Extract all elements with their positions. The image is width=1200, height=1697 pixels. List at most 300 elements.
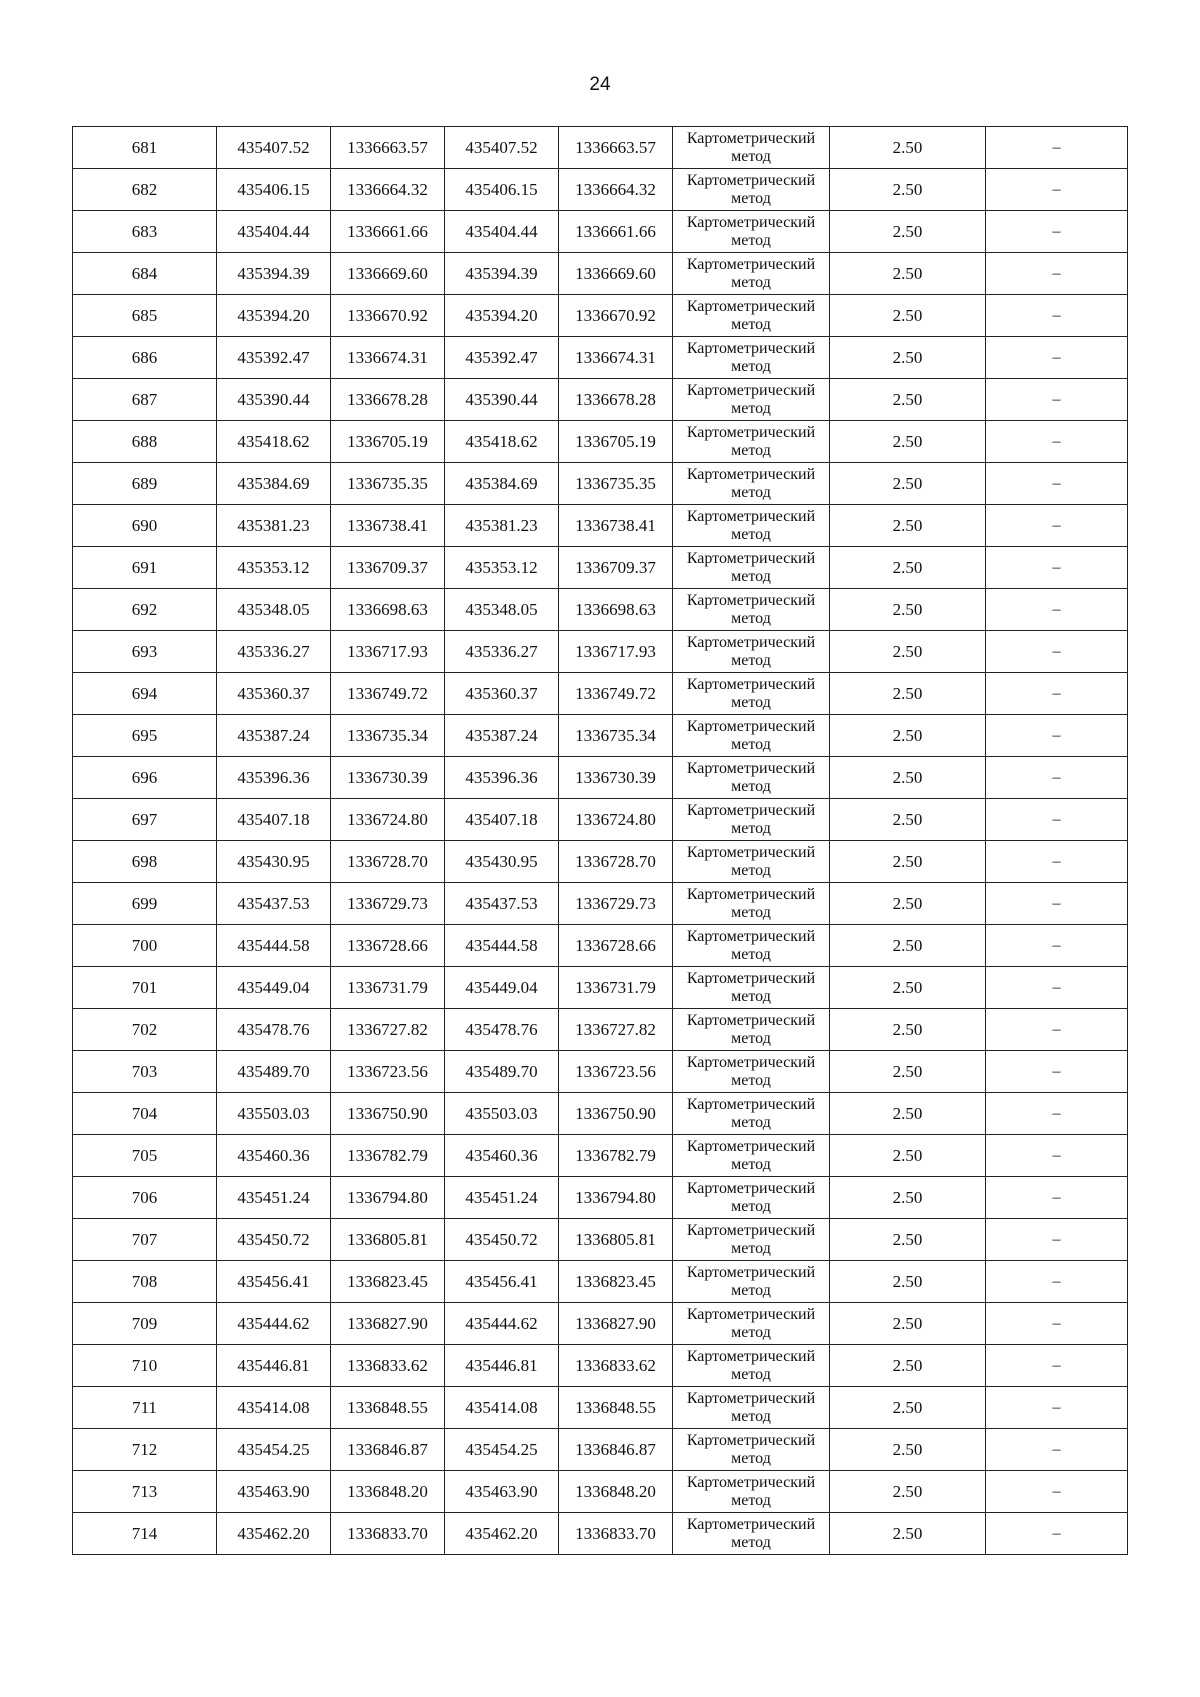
method-cell: Картометрический метод — [673, 757, 830, 799]
x-coordinate-repeat-cell: 435418.62 — [445, 421, 559, 463]
method-cell: Картометрический метод — [673, 631, 830, 673]
y-coordinate-repeat-cell: 1336805.81 — [559, 1219, 673, 1261]
note-cell: – — [986, 1303, 1128, 1345]
accuracy-cell: 2.50 — [830, 547, 986, 589]
x-coordinate-repeat-cell: 435456.41 — [445, 1261, 559, 1303]
y-coordinate-cell: 1336848.20 — [331, 1471, 445, 1513]
y-coordinate-repeat-cell: 1336727.82 — [559, 1009, 673, 1051]
point-number-cell: 692 — [73, 589, 217, 631]
y-coordinate-cell: 1336709.37 — [331, 547, 445, 589]
note-cell: – — [986, 1513, 1128, 1555]
y-coordinate-repeat-cell: 1336723.56 — [559, 1051, 673, 1093]
y-coordinate-cell: 1336735.34 — [331, 715, 445, 757]
x-coordinate-cell: 435444.62 — [217, 1303, 331, 1345]
x-coordinate-repeat-cell: 435446.81 — [445, 1345, 559, 1387]
table-row — [73, 253, 1128, 295]
note-cell: – — [986, 1345, 1128, 1387]
note-cell: – — [986, 631, 1128, 673]
x-coordinate-repeat-cell: 435390.44 — [445, 379, 559, 421]
table-row — [73, 757, 1128, 799]
method-cell: Картометрический метод — [673, 841, 830, 883]
y-coordinate-repeat-cell: 1336848.55 — [559, 1387, 673, 1429]
point-number-cell: 696 — [73, 757, 217, 799]
y-coordinate-repeat-cell: 1336833.70 — [559, 1513, 673, 1555]
table-row — [73, 1345, 1128, 1387]
x-coordinate-cell: 435414.08 — [217, 1387, 331, 1429]
y-coordinate-cell: 1336735.35 — [331, 463, 445, 505]
x-coordinate-cell: 435348.05 — [217, 589, 331, 631]
accuracy-cell: 2.50 — [830, 967, 986, 1009]
table-row — [73, 1009, 1128, 1051]
note-cell: – — [986, 169, 1128, 211]
x-coordinate-cell: 435418.62 — [217, 421, 331, 463]
x-coordinate-repeat-cell: 435489.70 — [445, 1051, 559, 1093]
table-row — [73, 1051, 1128, 1093]
table-row — [73, 841, 1128, 883]
x-coordinate-cell: 435394.39 — [217, 253, 331, 295]
y-coordinate-cell: 1336678.28 — [331, 379, 445, 421]
note-cell: – — [986, 253, 1128, 295]
y-coordinate-repeat-cell: 1336738.41 — [559, 505, 673, 547]
y-coordinate-repeat-cell: 1336731.79 — [559, 967, 673, 1009]
table-row — [73, 337, 1128, 379]
method-cell: Картометрический метод — [673, 1051, 830, 1093]
note-cell: – — [986, 463, 1128, 505]
x-coordinate-repeat-cell: 435353.12 — [445, 547, 559, 589]
y-coordinate-repeat-cell: 1336782.79 — [559, 1135, 673, 1177]
table-row — [73, 379, 1128, 421]
note-cell: – — [986, 799, 1128, 841]
y-coordinate-cell: 1336663.57 — [331, 127, 445, 169]
accuracy-cell: 2.50 — [830, 1219, 986, 1261]
y-coordinate-cell: 1336750.90 — [331, 1093, 445, 1135]
method-cell: Картометрический метод — [673, 253, 830, 295]
y-coordinate-repeat-cell: 1336663.57 — [559, 127, 673, 169]
y-coordinate-cell: 1336730.39 — [331, 757, 445, 799]
coordinates-table — [72, 126, 1128, 1555]
point-number-cell: 681 — [73, 127, 217, 169]
accuracy-cell: 2.50 — [830, 421, 986, 463]
y-coordinate-cell: 1336670.92 — [331, 295, 445, 337]
x-coordinate-cell: 435336.27 — [217, 631, 331, 673]
x-coordinate-cell: 435451.24 — [217, 1177, 331, 1219]
note-cell: – — [986, 295, 1128, 337]
x-coordinate-repeat-cell: 435414.08 — [445, 1387, 559, 1429]
y-coordinate-cell: 1336698.63 — [331, 589, 445, 631]
y-coordinate-cell: 1336805.81 — [331, 1219, 445, 1261]
point-number-cell: 688 — [73, 421, 217, 463]
accuracy-cell: 2.50 — [830, 295, 986, 337]
y-coordinate-cell: 1336846.87 — [331, 1429, 445, 1471]
table-row — [73, 1261, 1128, 1303]
method-cell: Картометрический метод — [673, 673, 830, 715]
method-cell: Картометрический метод — [673, 127, 830, 169]
x-coordinate-repeat-cell: 435451.24 — [445, 1177, 559, 1219]
x-coordinate-cell: 435430.95 — [217, 841, 331, 883]
y-coordinate-cell: 1336738.41 — [331, 505, 445, 547]
table-row — [73, 1219, 1128, 1261]
x-coordinate-repeat-cell: 435394.20 — [445, 295, 559, 337]
method-cell: Картометрический метод — [673, 463, 830, 505]
x-coordinate-cell: 435478.76 — [217, 1009, 331, 1051]
accuracy-cell: 2.50 — [830, 1261, 986, 1303]
point-number-cell: 699 — [73, 883, 217, 925]
point-number-cell: 693 — [73, 631, 217, 673]
y-coordinate-cell: 1336827.90 — [331, 1303, 445, 1345]
point-number-cell: 697 — [73, 799, 217, 841]
y-coordinate-repeat-cell: 1336709.37 — [559, 547, 673, 589]
note-cell: – — [986, 1051, 1128, 1093]
x-coordinate-repeat-cell: 435384.69 — [445, 463, 559, 505]
x-coordinate-cell: 435489.70 — [217, 1051, 331, 1093]
note-cell: – — [986, 715, 1128, 757]
point-number-cell: 682 — [73, 169, 217, 211]
accuracy-cell: 2.50 — [830, 505, 986, 547]
y-coordinate-repeat-cell: 1336669.60 — [559, 253, 673, 295]
table-row — [73, 1303, 1128, 1345]
x-coordinate-repeat-cell: 435387.24 — [445, 715, 559, 757]
method-cell: Картометрический метод — [673, 211, 830, 253]
table-row — [73, 1093, 1128, 1135]
method-cell: Картометрический метод — [673, 1345, 830, 1387]
y-coordinate-cell: 1336674.31 — [331, 337, 445, 379]
y-coordinate-repeat-cell: 1336729.73 — [559, 883, 673, 925]
accuracy-cell: 2.50 — [830, 1471, 986, 1513]
point-number-cell: 683 — [73, 211, 217, 253]
method-cell: Картометрический метод — [673, 505, 830, 547]
x-coordinate-repeat-cell: 435381.23 — [445, 505, 559, 547]
y-coordinate-repeat-cell: 1336749.72 — [559, 673, 673, 715]
y-coordinate-cell: 1336749.72 — [331, 673, 445, 715]
x-coordinate-repeat-cell: 435336.27 — [445, 631, 559, 673]
note-cell: – — [986, 337, 1128, 379]
table-row — [73, 211, 1128, 253]
note-cell: – — [986, 1009, 1128, 1051]
x-coordinate-repeat-cell: 435348.05 — [445, 589, 559, 631]
method-cell: Картометрический метод — [673, 547, 830, 589]
point-number-cell: 712 — [73, 1429, 217, 1471]
x-coordinate-repeat-cell: 435407.52 — [445, 127, 559, 169]
method-cell: Картометрический метод — [673, 883, 830, 925]
table-row — [73, 1135, 1128, 1177]
y-coordinate-repeat-cell: 1336698.63 — [559, 589, 673, 631]
table-body — [73, 127, 1128, 1555]
y-coordinate-repeat-cell: 1336735.34 — [559, 715, 673, 757]
method-cell: Картометрический метод — [673, 295, 830, 337]
table-row — [73, 1387, 1128, 1429]
y-coordinate-cell: 1336717.93 — [331, 631, 445, 673]
table-row — [73, 547, 1128, 589]
x-coordinate-cell: 435404.44 — [217, 211, 331, 253]
table-row — [73, 127, 1128, 169]
note-cell: – — [986, 757, 1128, 799]
x-coordinate-repeat-cell: 435404.44 — [445, 211, 559, 253]
x-coordinate-repeat-cell: 435430.95 — [445, 841, 559, 883]
table-row — [73, 505, 1128, 547]
accuracy-cell: 2.50 — [830, 1177, 986, 1219]
y-coordinate-repeat-cell: 1336664.32 — [559, 169, 673, 211]
note-cell: – — [986, 1429, 1128, 1471]
y-coordinate-cell: 1336782.79 — [331, 1135, 445, 1177]
point-number-cell: 708 — [73, 1261, 217, 1303]
method-cell: Картометрический метод — [673, 379, 830, 421]
y-coordinate-cell: 1336724.80 — [331, 799, 445, 841]
x-coordinate-cell: 435407.18 — [217, 799, 331, 841]
x-coordinate-repeat-cell: 435406.15 — [445, 169, 559, 211]
y-coordinate-repeat-cell: 1336833.62 — [559, 1345, 673, 1387]
y-coordinate-cell: 1336833.62 — [331, 1345, 445, 1387]
y-coordinate-repeat-cell: 1336750.90 — [559, 1093, 673, 1135]
x-coordinate-cell: 435503.03 — [217, 1093, 331, 1135]
point-number-cell: 690 — [73, 505, 217, 547]
method-cell: Картометрический метод — [673, 967, 830, 1009]
x-coordinate-repeat-cell: 435394.39 — [445, 253, 559, 295]
note-cell: – — [986, 547, 1128, 589]
x-coordinate-cell: 435381.23 — [217, 505, 331, 547]
note-cell: – — [986, 925, 1128, 967]
y-coordinate-repeat-cell: 1336705.19 — [559, 421, 673, 463]
y-coordinate-repeat-cell: 1336735.35 — [559, 463, 673, 505]
y-coordinate-cell: 1336729.73 — [331, 883, 445, 925]
y-coordinate-cell: 1336727.82 — [331, 1009, 445, 1051]
accuracy-cell: 2.50 — [830, 463, 986, 505]
note-cell: – — [986, 841, 1128, 883]
accuracy-cell: 2.50 — [830, 631, 986, 673]
accuracy-cell: 2.50 — [830, 673, 986, 715]
y-coordinate-repeat-cell: 1336724.80 — [559, 799, 673, 841]
x-coordinate-cell: 435450.72 — [217, 1219, 331, 1261]
note-cell: – — [986, 1219, 1128, 1261]
y-coordinate-cell: 1336728.66 — [331, 925, 445, 967]
accuracy-cell: 2.50 — [830, 337, 986, 379]
x-coordinate-repeat-cell: 435454.25 — [445, 1429, 559, 1471]
x-coordinate-cell: 435392.47 — [217, 337, 331, 379]
note-cell: – — [986, 505, 1128, 547]
x-coordinate-repeat-cell: 435444.62 — [445, 1303, 559, 1345]
accuracy-cell: 2.50 — [830, 1387, 986, 1429]
x-coordinate-cell: 435384.69 — [217, 463, 331, 505]
table-row — [73, 1471, 1128, 1513]
point-number-cell: 698 — [73, 841, 217, 883]
note-cell: – — [986, 1135, 1128, 1177]
y-coordinate-cell: 1336728.70 — [331, 841, 445, 883]
method-cell: Картометрический метод — [673, 1093, 830, 1135]
point-number-cell: 710 — [73, 1345, 217, 1387]
x-coordinate-cell: 435456.41 — [217, 1261, 331, 1303]
method-cell: Картометрический метод — [673, 1009, 830, 1051]
x-coordinate-repeat-cell: 435444.58 — [445, 925, 559, 967]
point-number-cell: 691 — [73, 547, 217, 589]
accuracy-cell: 2.50 — [830, 1513, 986, 1555]
point-number-cell: 686 — [73, 337, 217, 379]
accuracy-cell: 2.50 — [830, 169, 986, 211]
note-cell: – — [986, 967, 1128, 1009]
table-row — [73, 799, 1128, 841]
method-cell: Картометрический метод — [673, 1471, 830, 1513]
y-coordinate-repeat-cell: 1336827.90 — [559, 1303, 673, 1345]
point-number-cell: 714 — [73, 1513, 217, 1555]
note-cell: – — [986, 211, 1128, 253]
point-number-cell: 687 — [73, 379, 217, 421]
method-cell: Картометрический метод — [673, 715, 830, 757]
y-coordinate-cell: 1336661.66 — [331, 211, 445, 253]
note-cell: – — [986, 589, 1128, 631]
accuracy-cell: 2.50 — [830, 1303, 986, 1345]
x-coordinate-cell: 435454.25 — [217, 1429, 331, 1471]
point-number-cell: 684 — [73, 253, 217, 295]
y-coordinate-cell: 1336823.45 — [331, 1261, 445, 1303]
accuracy-cell: 2.50 — [830, 589, 986, 631]
method-cell: Картометрический метод — [673, 337, 830, 379]
y-coordinate-repeat-cell: 1336661.66 — [559, 211, 673, 253]
x-coordinate-repeat-cell: 435396.36 — [445, 757, 559, 799]
method-cell: Картометрический метод — [673, 1261, 830, 1303]
x-coordinate-cell: 435360.37 — [217, 673, 331, 715]
x-coordinate-cell: 435396.36 — [217, 757, 331, 799]
point-number-cell: 704 — [73, 1093, 217, 1135]
x-coordinate-repeat-cell: 435503.03 — [445, 1093, 559, 1135]
y-coordinate-cell: 1336731.79 — [331, 967, 445, 1009]
note-cell: – — [986, 1093, 1128, 1135]
table-row — [73, 967, 1128, 1009]
y-coordinate-repeat-cell: 1336728.66 — [559, 925, 673, 967]
y-coordinate-repeat-cell: 1336728.70 — [559, 841, 673, 883]
method-cell: Картометрический метод — [673, 421, 830, 463]
y-coordinate-repeat-cell: 1336730.39 — [559, 757, 673, 799]
point-number-cell: 700 — [73, 925, 217, 967]
point-number-cell: 685 — [73, 295, 217, 337]
x-coordinate-cell: 435394.20 — [217, 295, 331, 337]
note-cell: – — [986, 127, 1128, 169]
x-coordinate-cell: 435446.81 — [217, 1345, 331, 1387]
y-coordinate-repeat-cell: 1336848.20 — [559, 1471, 673, 1513]
table-row — [73, 463, 1128, 505]
accuracy-cell: 2.50 — [830, 1093, 986, 1135]
note-cell: – — [986, 1387, 1128, 1429]
table-row — [73, 673, 1128, 715]
y-coordinate-cell: 1336723.56 — [331, 1051, 445, 1093]
y-coordinate-cell: 1336705.19 — [331, 421, 445, 463]
table-row — [73, 925, 1128, 967]
point-number-cell: 713 — [73, 1471, 217, 1513]
accuracy-cell: 2.50 — [830, 379, 986, 421]
y-coordinate-cell: 1336664.32 — [331, 169, 445, 211]
x-coordinate-repeat-cell: 435460.36 — [445, 1135, 559, 1177]
accuracy-cell: 2.50 — [830, 1009, 986, 1051]
method-cell: Картометрический метод — [673, 1387, 830, 1429]
accuracy-cell: 2.50 — [830, 799, 986, 841]
page-number: 24 — [589, 74, 611, 95]
point-number-cell: 701 — [73, 967, 217, 1009]
point-number-cell: 707 — [73, 1219, 217, 1261]
accuracy-cell: 2.50 — [830, 1051, 986, 1093]
x-coordinate-cell: 435449.04 — [217, 967, 331, 1009]
accuracy-cell: 2.50 — [830, 127, 986, 169]
y-coordinate-cell: 1336848.55 — [331, 1387, 445, 1429]
note-cell: – — [986, 883, 1128, 925]
x-coordinate-cell: 435353.12 — [217, 547, 331, 589]
x-coordinate-cell: 435444.58 — [217, 925, 331, 967]
table-row — [73, 295, 1128, 337]
method-cell: Картометрический метод — [673, 1303, 830, 1345]
x-coordinate-repeat-cell: 435462.20 — [445, 1513, 559, 1555]
method-cell: Картометрический метод — [673, 1219, 830, 1261]
x-coordinate-cell: 435390.44 — [217, 379, 331, 421]
accuracy-cell: 2.50 — [830, 883, 986, 925]
table-row — [73, 1429, 1128, 1471]
x-coordinate-repeat-cell: 435450.72 — [445, 1219, 559, 1261]
table-row — [73, 169, 1128, 211]
x-coordinate-repeat-cell: 435449.04 — [445, 967, 559, 1009]
y-coordinate-cell: 1336794.80 — [331, 1177, 445, 1219]
note-cell: – — [986, 421, 1128, 463]
method-cell: Картометрический метод — [673, 1177, 830, 1219]
accuracy-cell: 2.50 — [830, 1429, 986, 1471]
method-cell: Картометрический метод — [673, 589, 830, 631]
x-coordinate-cell: 435462.20 — [217, 1513, 331, 1555]
point-number-cell: 694 — [73, 673, 217, 715]
point-number-cell: 706 — [73, 1177, 217, 1219]
x-coordinate-repeat-cell: 435392.47 — [445, 337, 559, 379]
x-coordinate-repeat-cell: 435360.37 — [445, 673, 559, 715]
y-coordinate-repeat-cell: 1336678.28 — [559, 379, 673, 421]
y-coordinate-cell: 1336833.70 — [331, 1513, 445, 1555]
note-cell: – — [986, 673, 1128, 715]
x-coordinate-cell: 435460.36 — [217, 1135, 331, 1177]
method-cell: Картометрический метод — [673, 799, 830, 841]
accuracy-cell: 2.50 — [830, 1135, 986, 1177]
y-coordinate-repeat-cell: 1336717.93 — [559, 631, 673, 673]
table-row — [73, 715, 1128, 757]
accuracy-cell: 2.50 — [830, 841, 986, 883]
table-row — [73, 421, 1128, 463]
x-coordinate-repeat-cell: 435478.76 — [445, 1009, 559, 1051]
table-row — [73, 589, 1128, 631]
note-cell: – — [986, 1471, 1128, 1513]
x-coordinate-cell: 435463.90 — [217, 1471, 331, 1513]
x-coordinate-cell: 435406.15 — [217, 169, 331, 211]
x-coordinate-repeat-cell: 435463.90 — [445, 1471, 559, 1513]
table-row — [73, 1513, 1128, 1555]
table-row — [73, 631, 1128, 673]
accuracy-cell: 2.50 — [830, 253, 986, 295]
table-row — [73, 883, 1128, 925]
point-number-cell: 711 — [73, 1387, 217, 1429]
table-row — [73, 1177, 1128, 1219]
point-number-cell: 705 — [73, 1135, 217, 1177]
x-coordinate-cell: 435437.53 — [217, 883, 331, 925]
accuracy-cell: 2.50 — [830, 1345, 986, 1387]
point-number-cell: 709 — [73, 1303, 217, 1345]
point-number-cell: 695 — [73, 715, 217, 757]
accuracy-cell: 2.50 — [830, 715, 986, 757]
method-cell: Картометрический метод — [673, 1513, 830, 1555]
accuracy-cell: 2.50 — [830, 211, 986, 253]
method-cell: Картометрический метод — [673, 925, 830, 967]
note-cell: – — [986, 1177, 1128, 1219]
x-coordinate-repeat-cell: 435437.53 — [445, 883, 559, 925]
method-cell: Картометрический метод — [673, 169, 830, 211]
x-coordinate-cell: 435387.24 — [217, 715, 331, 757]
note-cell: – — [986, 379, 1128, 421]
y-coordinate-cell: 1336669.60 — [331, 253, 445, 295]
accuracy-cell: 2.50 — [830, 757, 986, 799]
y-coordinate-repeat-cell: 1336674.31 — [559, 337, 673, 379]
point-number-cell: 702 — [73, 1009, 217, 1051]
x-coordinate-repeat-cell: 435407.18 — [445, 799, 559, 841]
y-coordinate-repeat-cell: 1336670.92 — [559, 295, 673, 337]
point-number-cell: 689 — [73, 463, 217, 505]
